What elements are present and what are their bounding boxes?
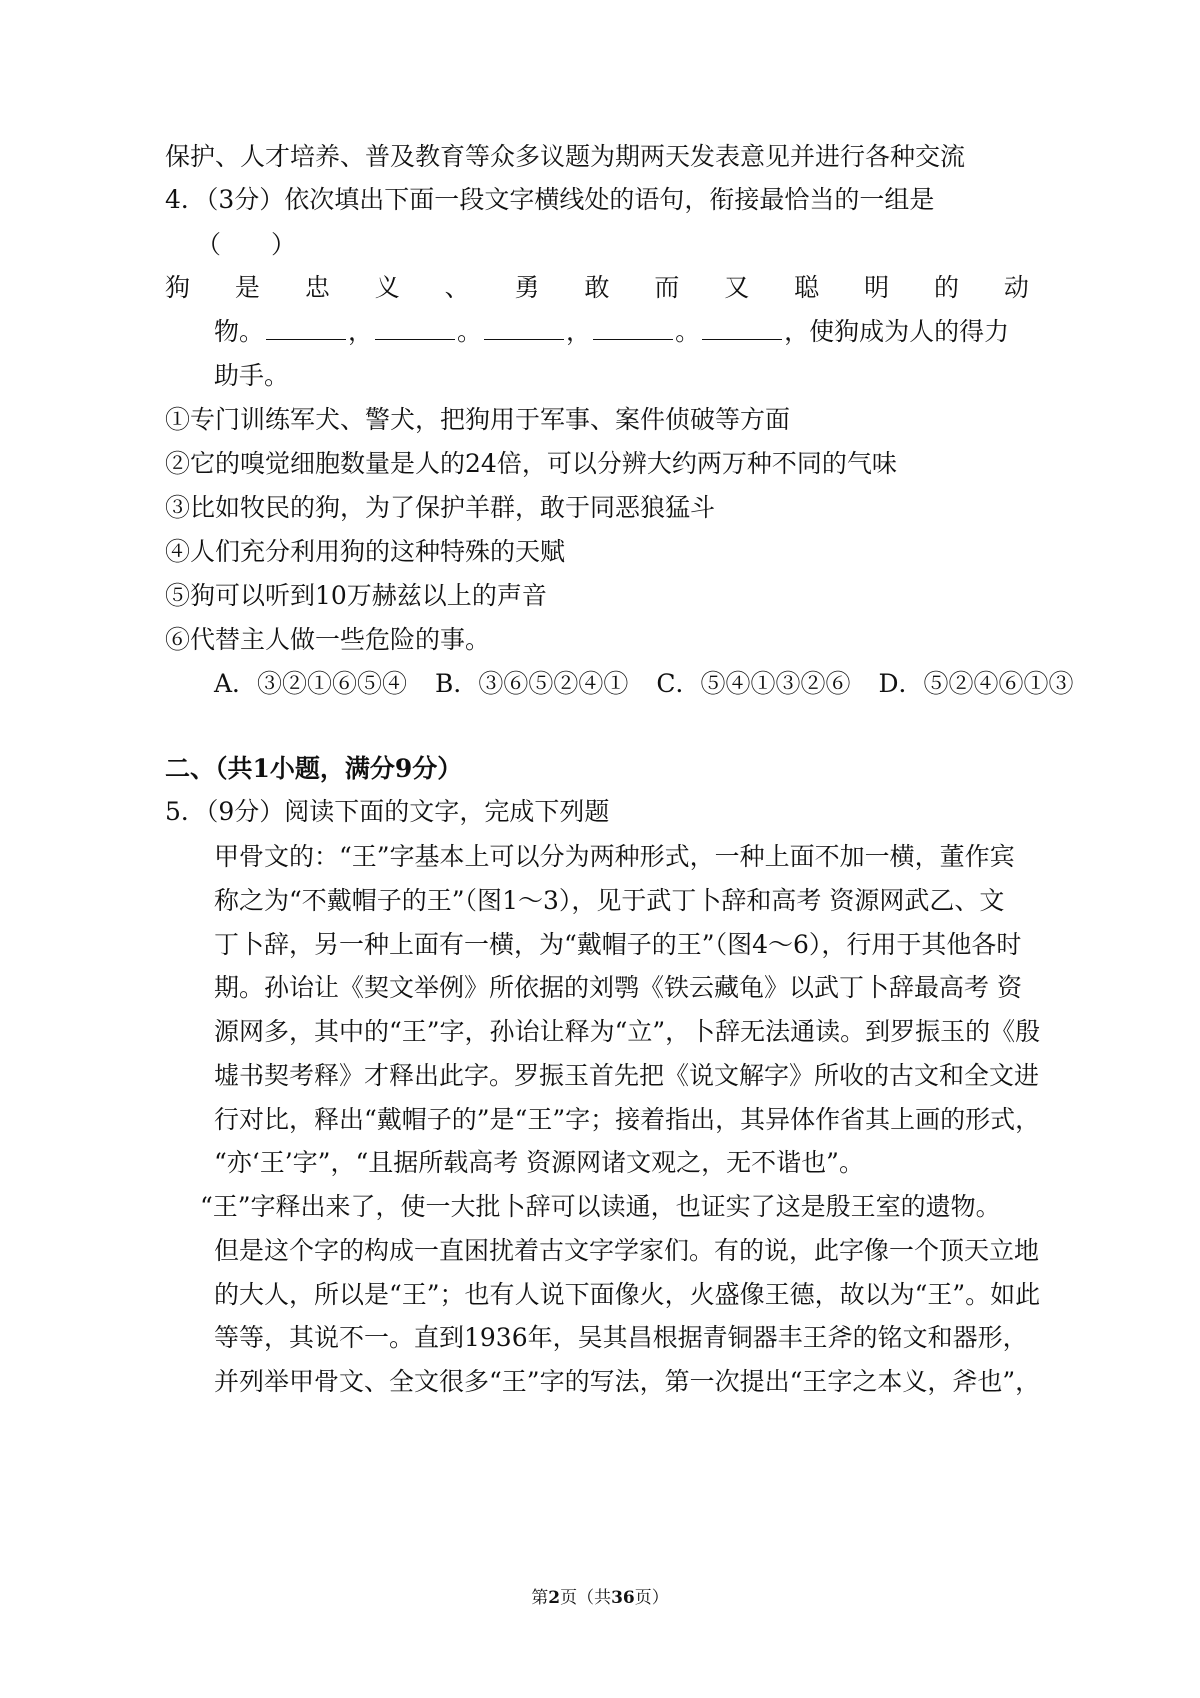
stem-char: 而 [654,273,680,302]
fill-blank-2 [375,315,455,340]
option-item-3: ③比如牧民的狗，为了保护羊群，敢于同恶狼猛斗 [165,493,716,522]
passage-line: 但是这个字的构成一直困扰着古文字学家们。有的说，此字像一个顶天立地 [214,1236,1040,1265]
current-page-number: 2 [548,1588,561,1608]
passage-line: 丁卜辞，另一种上面有一横，为“戴帽子的王”（图4～6），行用于其他各时 [214,930,1022,959]
text-line-continuation: 保护、人才培养、普及教育等众多议题为期两天发表意见并进行各种交流 [165,142,966,171]
stem-char: 义 [374,273,400,302]
passage-line: 期。孙诒让《契文举例》所依据的刘鹗《铁云藏龟》以武丁卜辞最高考 资 [214,973,1022,1002]
passage-line: 的大人，所以是“王”；也有人说下面像火，火盛像王德，故以为“王”。如此 [214,1280,1041,1309]
fill-blank-3 [484,315,564,340]
fill-blank-1 [266,315,346,340]
passage-line: 行对比，释出“戴帽子的”是“王”字；接着指出，其异体作省其上画的形式， [214,1105,1041,1134]
passage-line: 等等，其说不一。直到1936年，吴其昌根据青铜器丰王斧的铭文和器形， [214,1323,1028,1352]
question-4-stem-line-3: 助手。 [214,361,290,390]
option-item-2: ②它的嗅觉细胞数量是人的24倍，可以分辨大约两万种不同的气味 [165,449,897,478]
question-4-answer-paren: （ ） [196,230,297,259]
option-item-4: ④人们充分利用狗的这种特殊的天赋 [165,537,566,566]
passage-line: 甲骨文的：“王”字基本上可以分为两种形式，一种上面不加一横，董作宾 [214,842,1015,871]
choice-d: D．⑤②④⑥①③ [878,669,1074,698]
stem-char: 敢 [584,273,610,302]
question-4-stem-line-2 [214,315,1084,349]
stem-punct: ， [566,317,592,346]
total-page-count: 36 [611,1588,635,1608]
question-5-heading: 5．（9分）阅读下面的文字，完成下列题 [165,797,610,826]
choice-a: A．③②①⑥⑤④ [214,669,408,698]
page-footer [0,1586,1200,1610]
option-item-6: ⑥代替主人做一些危险的事。 [165,625,491,654]
stem-text: ，使狗成为人的得力 [784,317,1010,346]
passage-line: 称之为“不戴帽子的王”（图1～3），见于武丁卜辞和高考 资源网武乙、文 [214,886,1005,915]
stem-char: 狗 [165,273,191,302]
passage-line: “亦‘王’字”，“且据所载高考 资源网诸文观之，无不谐也”。 [214,1148,864,1177]
choice-c: C．⑤④①③②⑥ [656,669,851,698]
stem-punct: 。 [457,317,483,346]
footer-text: 页（共 [560,1588,612,1608]
answer-choices [214,667,1084,701]
passage-line: 源网多，其中的“王”字，孙诒让释为“立”，卜辞无法通读。到罗振玉的《殷 [214,1017,1041,1046]
footer-text: 第 [531,1588,549,1608]
stem-punct: 。 [675,317,701,346]
stem-char: 勇 [514,273,540,302]
stem-punct: ， [348,317,374,346]
passage-line: 墟书契考释》才释出此字。罗振玉首先把《说文解字》所收的古文和全文进 [214,1061,1040,1090]
stem-text: 物。 [214,317,265,346]
section-2-title: 二、（共1小题，满分9分） [165,754,463,783]
stem-char: 聪 [794,273,820,302]
fill-blank-4 [593,315,673,340]
stem-char: 明 [864,273,890,302]
stem-char: 又 [724,273,750,302]
question-4-stem-line-1 [165,271,1029,305]
stem-char: 动 [1003,273,1029,302]
option-item-1: ①专门训练军犬、警犬，把狗用于军事、案件侦破等方面 [165,405,791,434]
question-4-heading: 4．（3分）依次填出下面一段文字横线处的语句，衔接最恰当的一组是 [165,185,935,214]
stem-char: 忠 [304,273,330,302]
passage-line: “王”字释出来了，使一大批卜辞可以读通，也证实了这是殷王室的遗物。 [200,1192,1001,1221]
option-item-5: ⑤狗可以听到10万赫兹以上的声音 [165,581,547,610]
fill-blank-5 [702,315,782,340]
stem-char: 、 [444,273,470,302]
passage-line: 并列举甲骨文、全文很多“王”字的写法，第一次提出“王字之本义，斧也”， [214,1367,1041,1396]
footer-text: 页） [634,1588,669,1608]
choice-b: B．③⑥⑤②④① [435,669,629,698]
stem-char: 是 [234,273,260,302]
stem-char: 的 [933,273,959,302]
